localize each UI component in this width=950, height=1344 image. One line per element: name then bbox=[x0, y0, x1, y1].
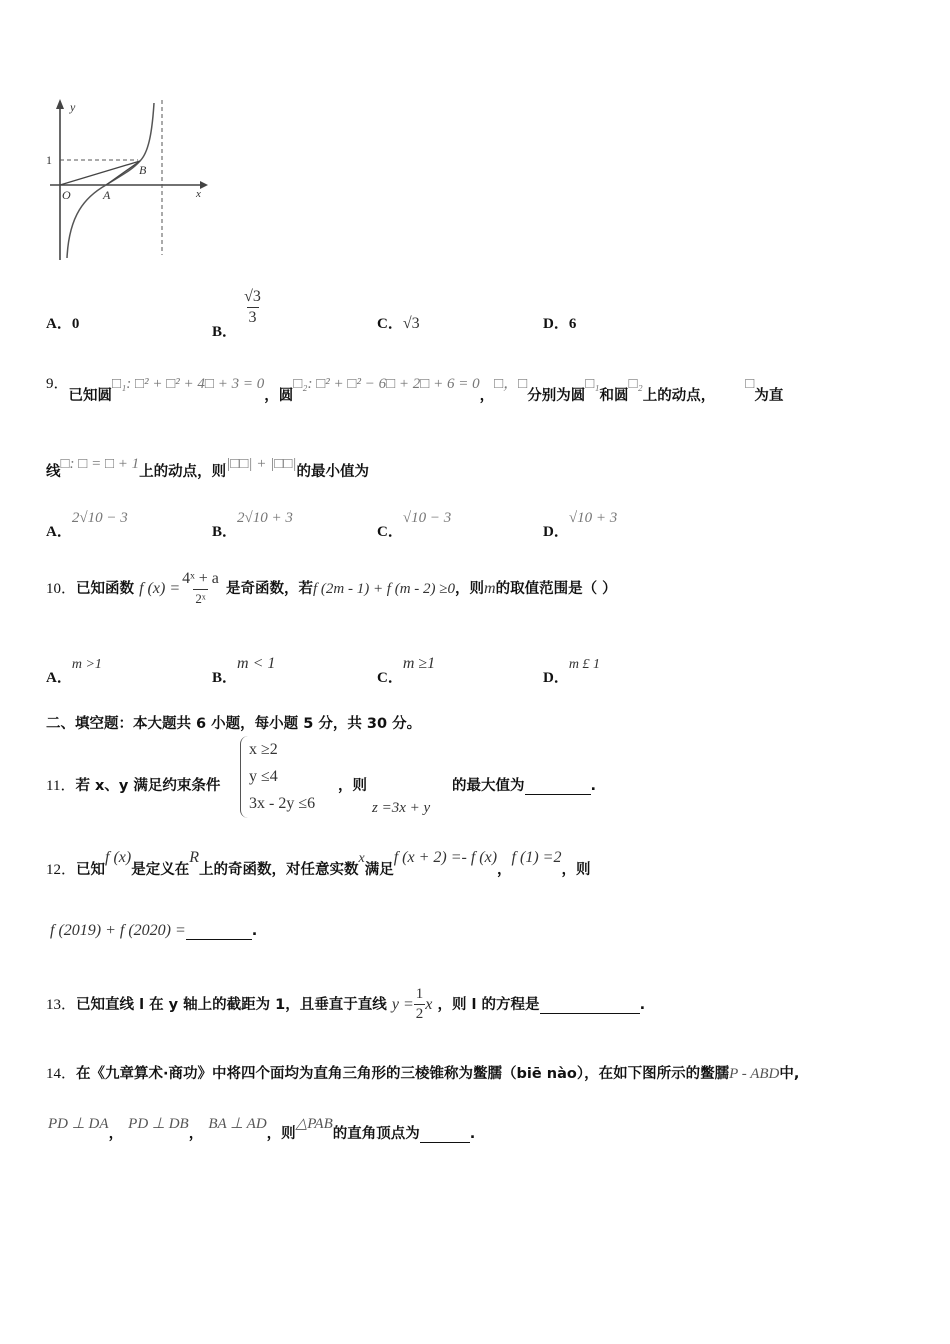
triangle-pab: △PAB bbox=[295, 1116, 333, 1132]
option-letter: D． bbox=[543, 670, 569, 686]
option-letter: A． bbox=[46, 524, 72, 540]
answer-blank[interactable] bbox=[525, 775, 591, 795]
option-value: m £ 1 bbox=[568, 657, 600, 672]
y-axis-arrow bbox=[56, 99, 64, 109]
line-lhs: y = bbox=[391, 996, 414, 1013]
graph-svg bbox=[40, 95, 215, 265]
option-value: 2√10 − 3 bbox=[71, 510, 128, 526]
function-graph bbox=[40, 95, 215, 265]
q12-text: . bbox=[251, 923, 258, 939]
option-letter: D． bbox=[543, 316, 569, 332]
option-value: m < 1 bbox=[237, 655, 276, 672]
tick-one: 1 bbox=[46, 153, 52, 167]
q9-text: 的最小值为 bbox=[296, 464, 370, 480]
q13-text: 已知直线 l 在 y 轴上的截距为 1，且垂直于直线 bbox=[76, 997, 387, 1013]
q11-text: 若 x、y 满足约束条件 bbox=[75, 778, 221, 794]
point-b-label: B bbox=[139, 163, 147, 177]
q8-option-c[interactable] bbox=[377, 312, 420, 333]
option-value-fraction bbox=[242, 288, 263, 327]
sum-expression: f (2019) + f (2020) = bbox=[50, 922, 186, 939]
q9-text: 线 bbox=[46, 464, 61, 480]
q12-text: ，则 bbox=[561, 862, 591, 878]
q8-option-d[interactable] bbox=[543, 312, 576, 333]
point-a-label: A bbox=[103, 188, 111, 202]
option-value: m ≥1 bbox=[402, 655, 436, 672]
condition-2: PD ⊥ DB bbox=[128, 1116, 189, 1132]
q9-option-d[interactable] bbox=[543, 506, 618, 540]
x-label: x bbox=[196, 188, 201, 200]
q9-option-a[interactable] bbox=[46, 506, 128, 540]
option-letter: B． bbox=[212, 324, 238, 340]
answer-blank[interactable] bbox=[186, 920, 252, 940]
x-axis-arrow bbox=[200, 181, 208, 189]
option-letter: A． bbox=[46, 316, 72, 332]
q10-text: ，则 bbox=[455, 581, 485, 597]
function-f: f (x) bbox=[105, 849, 132, 866]
q11-text: ，则 bbox=[338, 778, 367, 794]
origin-label: O bbox=[62, 188, 71, 202]
q9-option-b[interactable] bbox=[212, 506, 293, 540]
option-value: 2√10 + 3 bbox=[237, 510, 293, 526]
q9-text: 已知圆 bbox=[68, 388, 113, 404]
option-letter: B． bbox=[212, 670, 238, 686]
option-letter: A． bbox=[46, 670, 72, 686]
function-fraction bbox=[180, 570, 221, 607]
question-number: 11． bbox=[46, 778, 76, 794]
constraint-1: x ≥2 bbox=[249, 741, 278, 758]
q12-line1 bbox=[46, 846, 591, 878]
answer-blank[interactable] bbox=[420, 1123, 470, 1143]
q10-line bbox=[46, 570, 617, 607]
option-value: √3 bbox=[402, 315, 420, 332]
question-number: 9． bbox=[46, 376, 69, 392]
fraction-numerator: √3 bbox=[244, 288, 261, 305]
q12-line2 bbox=[50, 920, 257, 940]
q8-option-a[interactable] bbox=[46, 312, 79, 333]
q14-text: 中, bbox=[779, 1066, 800, 1082]
circle2-equation: □₂: □² + □² − 6□ + 2□ + 6 = 0 bbox=[293, 376, 480, 392]
option-letter: B． bbox=[212, 524, 238, 540]
q9-text: 上的动点， bbox=[642, 388, 716, 404]
point-p: □ bbox=[745, 376, 755, 392]
question-number: 14． bbox=[46, 1066, 77, 1082]
function-lhs: f (x) = bbox=[139, 580, 181, 597]
question-number: 10． bbox=[46, 581, 77, 597]
objective-function: z =3x + y bbox=[372, 800, 431, 816]
q14-text: . bbox=[469, 1126, 476, 1142]
slope-fraction bbox=[414, 986, 426, 1023]
fraction-numerator: 1 bbox=[415, 986, 424, 1002]
q14-text: ，则 bbox=[266, 1126, 296, 1142]
circle1-name: □₁ bbox=[585, 376, 600, 392]
variable-x: x bbox=[358, 851, 365, 866]
option-value: √10 − 3 bbox=[402, 510, 452, 526]
option-letter: D． bbox=[543, 524, 569, 540]
q14-line1 bbox=[46, 1062, 799, 1083]
fraction-denominator: 2ˣ bbox=[195, 591, 206, 606]
constraint-3: 3x - 2y ≤6 bbox=[249, 795, 316, 812]
q13-line bbox=[46, 986, 645, 1023]
q12-text: 是定义在 bbox=[131, 862, 190, 878]
pyramid-name: P - ABD bbox=[729, 1066, 780, 1082]
q9-text: ， bbox=[479, 388, 495, 404]
curve bbox=[67, 103, 154, 258]
segment-ob bbox=[60, 161, 140, 185]
fraction-denominator: 3 bbox=[248, 309, 257, 326]
question-number: 12． bbox=[46, 862, 77, 878]
condition-3: BA ⊥ AD bbox=[208, 1116, 267, 1132]
constraint-2: y ≤4 bbox=[249, 768, 278, 785]
q14-text: 的直角顶点为 bbox=[332, 1126, 420, 1142]
fraction-numerator: 4ˣ + a bbox=[182, 570, 219, 587]
q12-text: 上的奇函数，对任意实数 bbox=[199, 862, 359, 878]
q14-text: ， bbox=[188, 1126, 204, 1142]
q14-text: 在《九章算术·商功》中将四个面均为直角三角形的三棱锥称为鳖臑（biē nào），在如下图所示的鳖臑 bbox=[76, 1066, 730, 1082]
segment-ab bbox=[106, 161, 140, 185]
option-letter: C． bbox=[377, 524, 403, 540]
q9-line2 bbox=[46, 452, 370, 480]
option-letter: C． bbox=[377, 316, 403, 332]
q10-option-b[interactable] bbox=[212, 652, 276, 686]
line-equation: □: □ = □ + 1 bbox=[60, 456, 140, 472]
q9-text: 和圆 bbox=[599, 388, 629, 404]
option-value: √10 + 3 bbox=[568, 510, 618, 526]
q10-option-a[interactable] bbox=[46, 652, 102, 686]
q11-text: . bbox=[590, 778, 597, 794]
q12-text: ， bbox=[497, 862, 512, 878]
distance-expression: |□□| + |□□| bbox=[226, 456, 297, 472]
variable-x: x bbox=[425, 996, 433, 1013]
circle2-name: □₂ bbox=[628, 376, 643, 392]
q10-text: 是奇函数，若 bbox=[225, 581, 313, 597]
q10-text: 已知函数 bbox=[76, 581, 135, 597]
q9-text: 为直 bbox=[754, 388, 784, 404]
answer-blank[interactable] bbox=[540, 994, 640, 1014]
q11-text: 的最大值为 bbox=[452, 778, 525, 794]
option-value: m >1 bbox=[71, 657, 102, 672]
q9-text: 分别为圆 bbox=[527, 388, 586, 404]
variable-m: m bbox=[484, 580, 496, 597]
y-label: y bbox=[70, 100, 76, 114]
equation-1: f (x + 2) =- f (x) bbox=[393, 849, 498, 866]
equation-2: f (1) =2 bbox=[511, 849, 562, 866]
circle1-equation: □₁: □² + □² + 4□ + 3 = 0 bbox=[112, 376, 265, 392]
q10-option-d[interactable] bbox=[543, 652, 600, 686]
question-number: 13． bbox=[46, 997, 77, 1013]
q14-line2 bbox=[48, 1112, 476, 1142]
option-letter: C． bbox=[377, 670, 403, 686]
inequality: f (2m - 1) + f (m - 2) ≥0 bbox=[312, 581, 456, 597]
constraint-system bbox=[240, 736, 341, 818]
condition-1: PD ⊥ DA bbox=[48, 1116, 109, 1132]
q12-text: 已知 bbox=[76, 862, 106, 878]
q10-text: 的取值范围是（ ） bbox=[495, 581, 617, 597]
q9-text: 上的动点，则 bbox=[139, 464, 227, 480]
q9-line1 bbox=[46, 372, 784, 404]
q11-answer bbox=[452, 774, 596, 795]
option-value: 0 bbox=[71, 316, 80, 332]
q14-text: ， bbox=[108, 1126, 124, 1142]
set-r: R bbox=[189, 849, 199, 866]
option-value: 6 bbox=[568, 316, 577, 332]
q12-text: 满足 bbox=[364, 862, 394, 878]
q9-option-c[interactable] bbox=[377, 506, 452, 540]
q13-text: . bbox=[639, 997, 646, 1013]
q13-text: ，则 l 的方程是 bbox=[437, 997, 540, 1013]
q10-option-c[interactable] bbox=[377, 652, 436, 686]
section-heading: 二、填空题：本大题共 6 小题，每小题 5 分，共 30 分。 bbox=[46, 716, 422, 732]
q8-option-b[interactable] bbox=[212, 288, 263, 340]
fraction-denominator: 2 bbox=[415, 1006, 424, 1022]
q11-line bbox=[46, 774, 220, 795]
q9-text: ，圆 bbox=[264, 388, 294, 404]
moving-points: □，□ bbox=[494, 376, 528, 392]
